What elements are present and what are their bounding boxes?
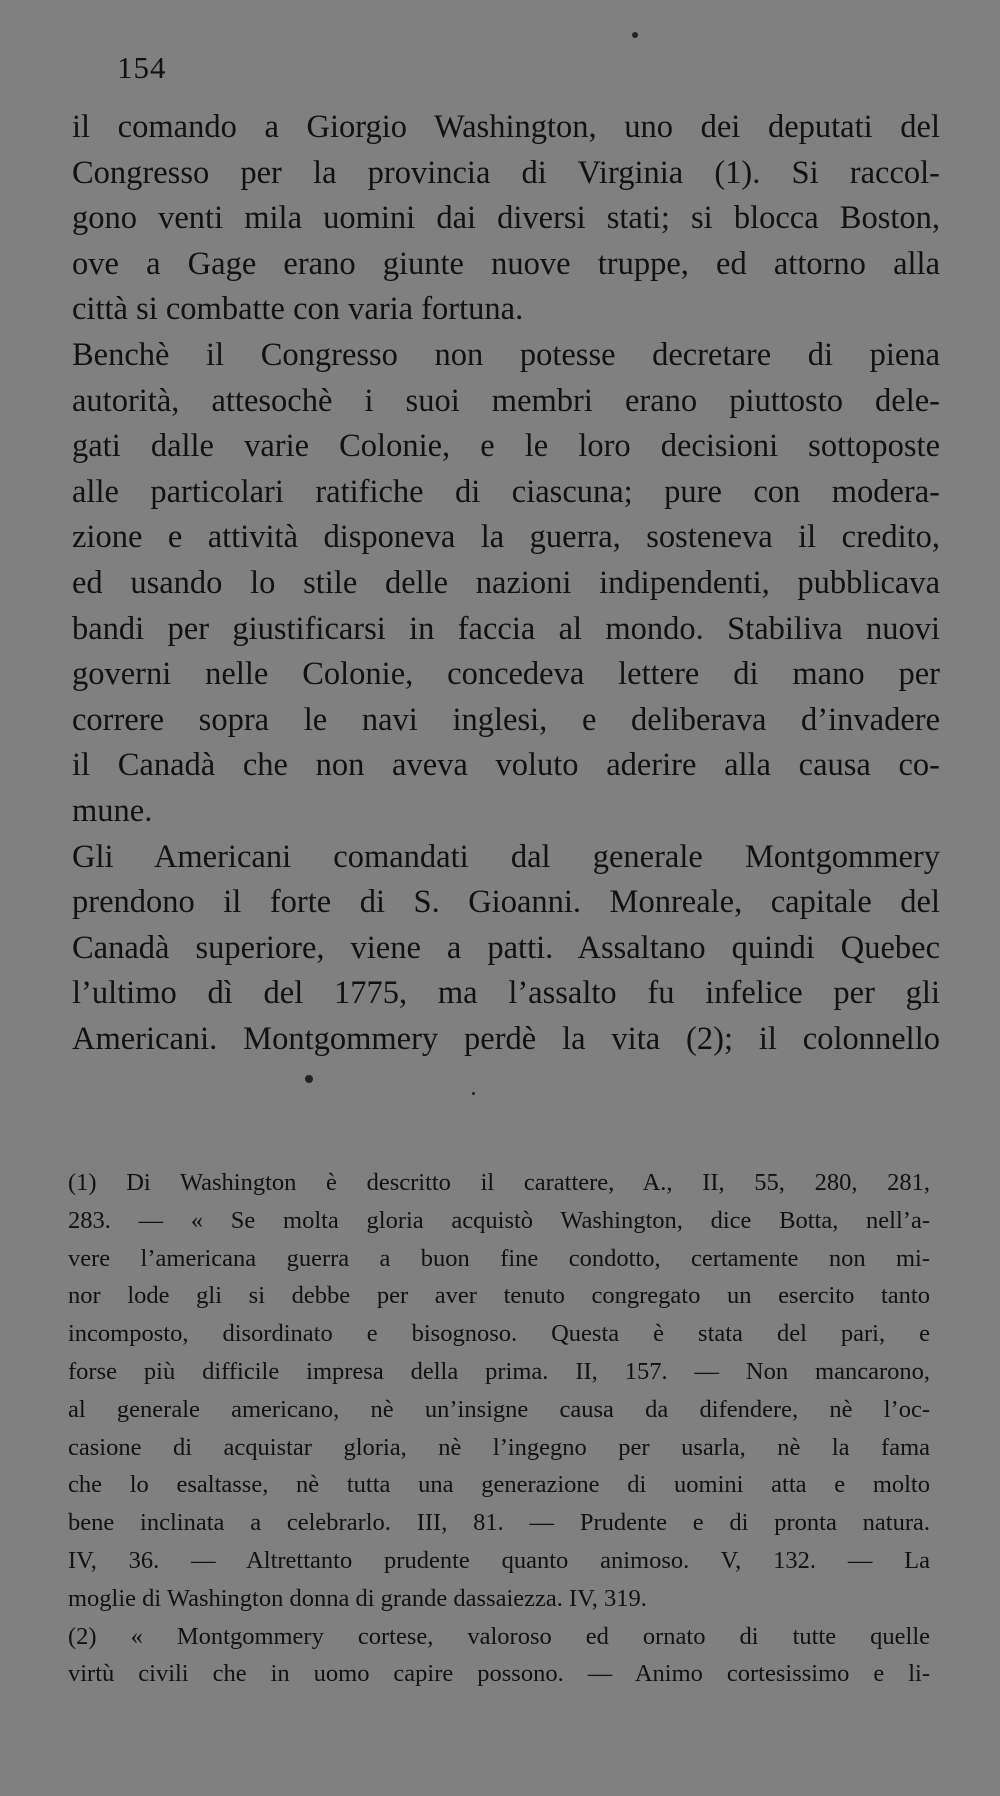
text-line: autorità, attesochè i suoi membri erano piuttosto dele-	[72, 382, 940, 419]
text-line: prendono il forte di S. Gioanni. Monreale, capitale del	[72, 884, 940, 921]
footnote-line: casione di acquistar gloria, nè l’ingegno per usarla, nè la fama	[68, 1433, 930, 1461]
footnote-line: bene inclinata a celebrarlo. III, 81. — Prudente e di pronta natura.	[68, 1509, 930, 1537]
text-line: governi nelle Colonie, concedeva lettere di mano per	[72, 656, 940, 693]
text-line: mune.	[72, 792, 153, 829]
text-line: città si combatte con varia fortuna.	[72, 291, 524, 328]
ink-speck	[472, 1092, 475, 1095]
text-line: il Canadà che non aveva voluto aderire alla causa co-	[72, 747, 940, 784]
footnote-line: virtù civili che in uomo capire possono. — Animo cortesissimo e li-	[68, 1660, 930, 1688]
text-line: bandi per giustificarsi in faccia al mondo. Stabiliva nuovi	[72, 610, 940, 647]
footnote-line: moglie di Washington donna di grande dassaiezza. IV, 319.	[68, 1584, 647, 1612]
footnote-line: che lo esaltasse, nè tutta una generazione di uomini atta e molto	[68, 1471, 930, 1499]
text-line: gono venti mila uomini dai diversi stati; si blocca Boston,	[72, 200, 940, 237]
page-number: 154	[117, 50, 167, 85]
text-line: correre sopra le navi inglesi, e deliberava d’invadere	[72, 701, 940, 738]
text-line: Benchè il Congresso non potesse decretare di piena	[72, 336, 940, 373]
text-line: ed usando lo stile delle nazioni indipendenti, pubblicava	[72, 564, 940, 601]
text-line: Canadà superiore, viene a patti. Assaltano quindi Quebec	[72, 929, 940, 966]
footnote-line: (1) Di Washington è descritto il carattere, A., II, 55, 280, 281,	[68, 1169, 930, 1196]
main-text	[72, 105, 940, 1062]
text-line: Congresso per la provincia di Virginia (1). Si raccol-	[72, 154, 940, 191]
text-line: l’ultimo dì del 1775, ma l’assalto fu infelice per gli	[72, 975, 940, 1012]
text-line: Gli Americani comandati dal generale Montgommery	[72, 838, 940, 875]
footnote-line: 283. — « Se molta gloria acquistò Washington, dice Botta, nell’a-	[68, 1206, 930, 1234]
text-line: ove a Gage erano giunte nuove truppe, ed attorno alla	[72, 245, 940, 282]
footnote-line: (2) « Montgommery cortese, valoroso ed ornato di tutte quelle	[68, 1622, 930, 1650]
footnote-line: incomposto, disordinato e bisognoso. Questa è stata del pari, e	[68, 1320, 930, 1348]
footnotes	[68, 1164, 930, 1693]
ink-speck	[305, 1075, 313, 1083]
text-line: Americani. Montgommery perdè la vita (2); il colonnello	[72, 1020, 940, 1057]
footnote-line: IV, 36. — Altrettanto prudente quanto animoso. V, 132. — La	[68, 1546, 930, 1574]
footnote-line: nor lode gli si debbe per aver tenuto congregato un esercito tanto	[68, 1282, 930, 1310]
text-line: il comando a Giorgio Washington, uno dei deputati del	[72, 109, 940, 145]
ink-speck	[632, 32, 638, 38]
footnote-line: forse più difficile impresa della prima. II, 157. — Non mancarono,	[68, 1357, 930, 1385]
text-line: gati dalle varie Colonie, e le loro decisioni sottoposte	[72, 428, 940, 465]
text-line: alle particolari ratifiche di ciascuna; pure con modera-	[72, 473, 940, 510]
footnote-line: vere l’americana guerra a buon fine condotto, certamente non mi-	[68, 1244, 930, 1272]
text-line: zione e attività disponeva la guerra, sosteneva il credito,	[72, 519, 940, 556]
footnote-line: al generale americano, nè un’insigne causa da difendere, nè l’oc-	[68, 1395, 930, 1423]
